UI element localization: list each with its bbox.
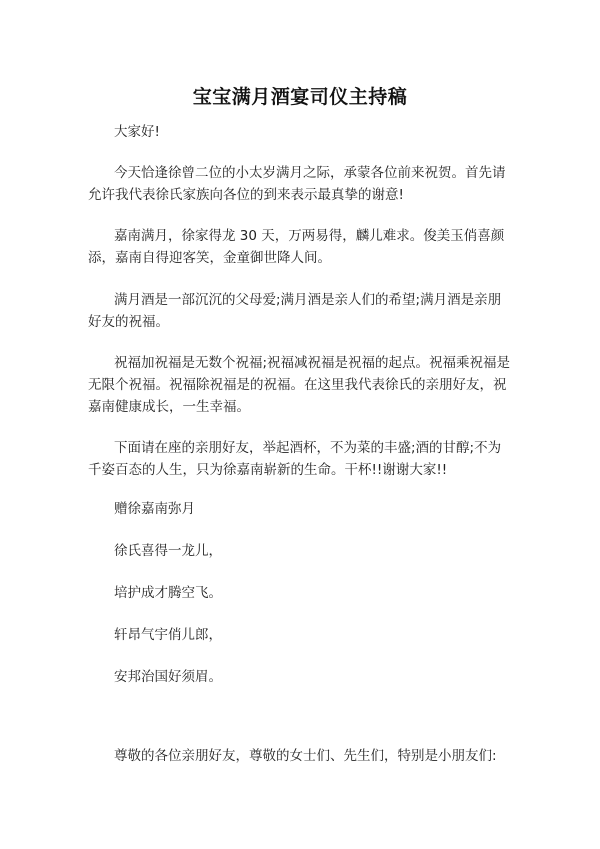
poem-line: 徐氏喜得一龙儿， (114, 543, 222, 559)
document-title: 宝宝满月酒宴司仪主持稿 (192, 86, 408, 108)
greeting: 大家好! (114, 124, 160, 140)
paragraph-3: 满月酒是一部沉沉的父母爱;满月酒是亲人们的希望;满月酒是亲朋好友的祝福。 (88, 292, 502, 330)
poem-line: 培护成才腾空飞。 (114, 585, 222, 601)
paragraph-2: 嘉南满月，徐家得龙 30 天，万两易得，麟儿难求。俊美玉俏喜颜添，嘉南自得迎客笑，金童御世降人间。 (88, 228, 505, 266)
poem-line: 轩昂气宇俏儿郎， (114, 627, 222, 643)
closing-address: 尊敬的各位亲朋好友，尊敬的女士们、先生们，特别是小朋友们: (114, 748, 497, 764)
paragraph-1: 今天恰逢徐曾二位的小太岁满月之际，承蒙各位前来祝贺。首先请允许我代表徐氏家族向各位的到来表示最真挚的谢意! (88, 165, 506, 203)
poem-line: 安邦治国好须眉。 (114, 669, 222, 685)
paragraph-4: 祝福加祝福是无数个祝福;祝福减祝福是祝福的起点。祝福乘祝福是无限个祝福。祝福除祝福是的祝福。在这里我代表徐氏的亲朋好友，祝嘉南健康成长，一生幸福。 (88, 355, 511, 415)
paragraph-5: 下面请在座的亲朋好友，举起酒杯，不为菜的丰盛;酒的甘醇;不为千姿百态的人生，只为徐嘉南崭新的生命。干杯!!谢谢大家!! (88, 440, 502, 478)
poem-title: 赠徐嘉南弥月 (114, 501, 195, 517)
